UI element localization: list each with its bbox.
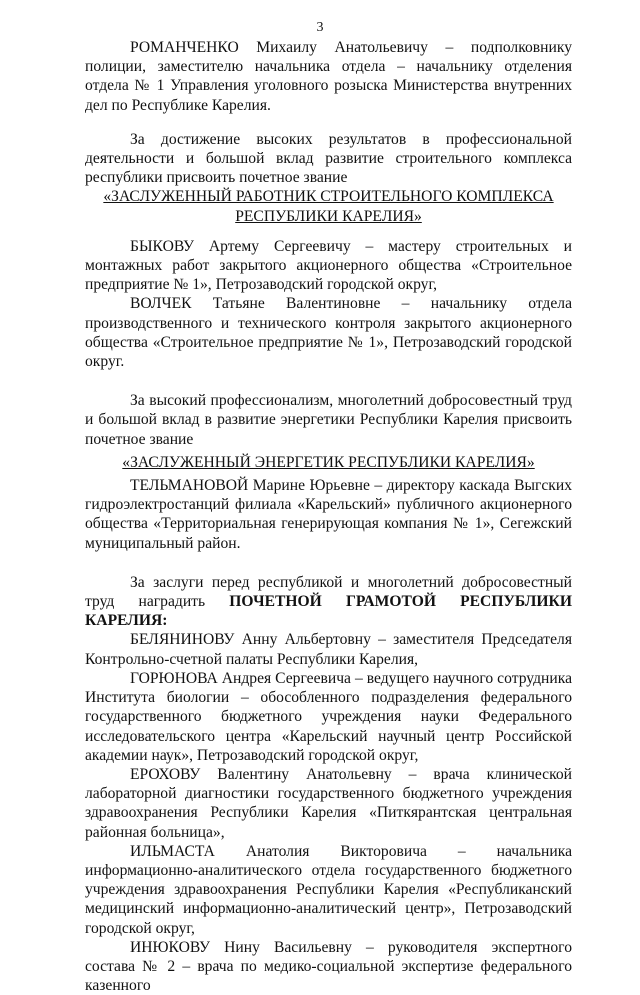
paragraph-ilmasta: ИЛЬМАСТА Анатолия Викторовича – начальника информационно-аналитического отдела государственного бюджетного учреждения здравоохранения Республики Карелия «Республиканский медицинский информационно-аналитический центр», Петрозаводский городской округ, xyxy=(85,842,572,937)
paragraph-erokhova: ЕРОХОВУ Валентину Анатольевну – врача клинической лабораторной диагностики государственного бюджетного учреждения здравоохранения Республики Карелия «Питкярантская центральная районная больница», xyxy=(85,765,572,841)
document-body xyxy=(85,38,572,995)
page-number: 3 xyxy=(316,20,324,35)
title-energy-award: «ЗАСЛУЖЕННЫЙ ЭНЕРГЕТИК РЕСПУБЛИКИ КАРЕЛИЯ» xyxy=(122,453,535,471)
paragraph-energy-intro: За высокий профессионализм, многолетний добросовестный труд и большой вклад в развитие энергетики Республики Карелия присвоить почетное звание xyxy=(85,392,572,448)
award-intro-bold: ПОЧЕТНОЙ ГРАМОТОЙ РЕСПУБЛИКИ КАРЕЛИЯ: xyxy=(85,593,572,630)
paragraph-romanchenko: РОМАНЧЕНКО Михаилу Анатольевичу – подполковнику полиции, заместителю начальника отдела – начальнику отделения отдела № 1 Управления уголовного розыска Министерства внутренних дел по Республике Карелия. xyxy=(85,39,572,114)
paragraph-inyukova: ИНЮКОВУ Нину Васильевну – руководителя экспертного состава № 2 – врача по медико-социальной экспертизе федерального казенного xyxy=(85,938,572,995)
paragraph-goryunova: ГОРЮНОВА Андрея Сергеевича – ведущего научного сотрудника Института биологии – обособленного подразделения федерального государственного бюджетного учреждения науки Федерального исследовательского центра «Карельский научный центр Российской академии наук», Петрозаводский городской округ, xyxy=(85,669,572,764)
paragraph-volchek: ВОЛЧЕК Татьяне Валентиновне – начальнику отдела производственного и технического контроля закрытого акционерного общества «Строительное предприятие № 1», Петрозаводский городской округ. xyxy=(85,295,572,371)
title-construction-award: «ЗАСЛУЖЕННЫЙ РАБОТНИК СТРОИТЕЛЬНОГО КОМПЛЕКСА РЕСПУБЛИКИ КАРЕЛИЯ» xyxy=(103,188,554,225)
paragraph-telmanova: ТЕЛЬМАНОВОЙ Марине Юрьевне – директору каскада Выгских гидроэлектростанций филиала «Карельский» публичного акционерного общества «Территориальная генерирующая компания № 1», Сегежский муниципальный район. xyxy=(85,477,572,552)
paragraph-award-intro xyxy=(85,573,572,631)
paragraph-bykov: БЫКОВУ Артему Сергеевичу – мастеру строительных и монтажных работ закрытого акционерного общества «Строительное предприятие № 1», Петрозаводский городской округ, xyxy=(85,237,572,294)
paragraph-belyaninova: БЕЛЯНИНОВУ Анну Альбертовну – заместителя Председателя Контрольно-счетной палаты Республики Карелия, xyxy=(85,631,572,668)
award-intro-text: За заслуги перед республикой и многолетний добросовестный труд наградить xyxy=(85,573,572,611)
paragraph-construction-intro: За достижение высоких результатов в профессиональной деятельности и большой вклад развитие строительного комплекса республики присвоить почетное звание xyxy=(85,130,572,187)
